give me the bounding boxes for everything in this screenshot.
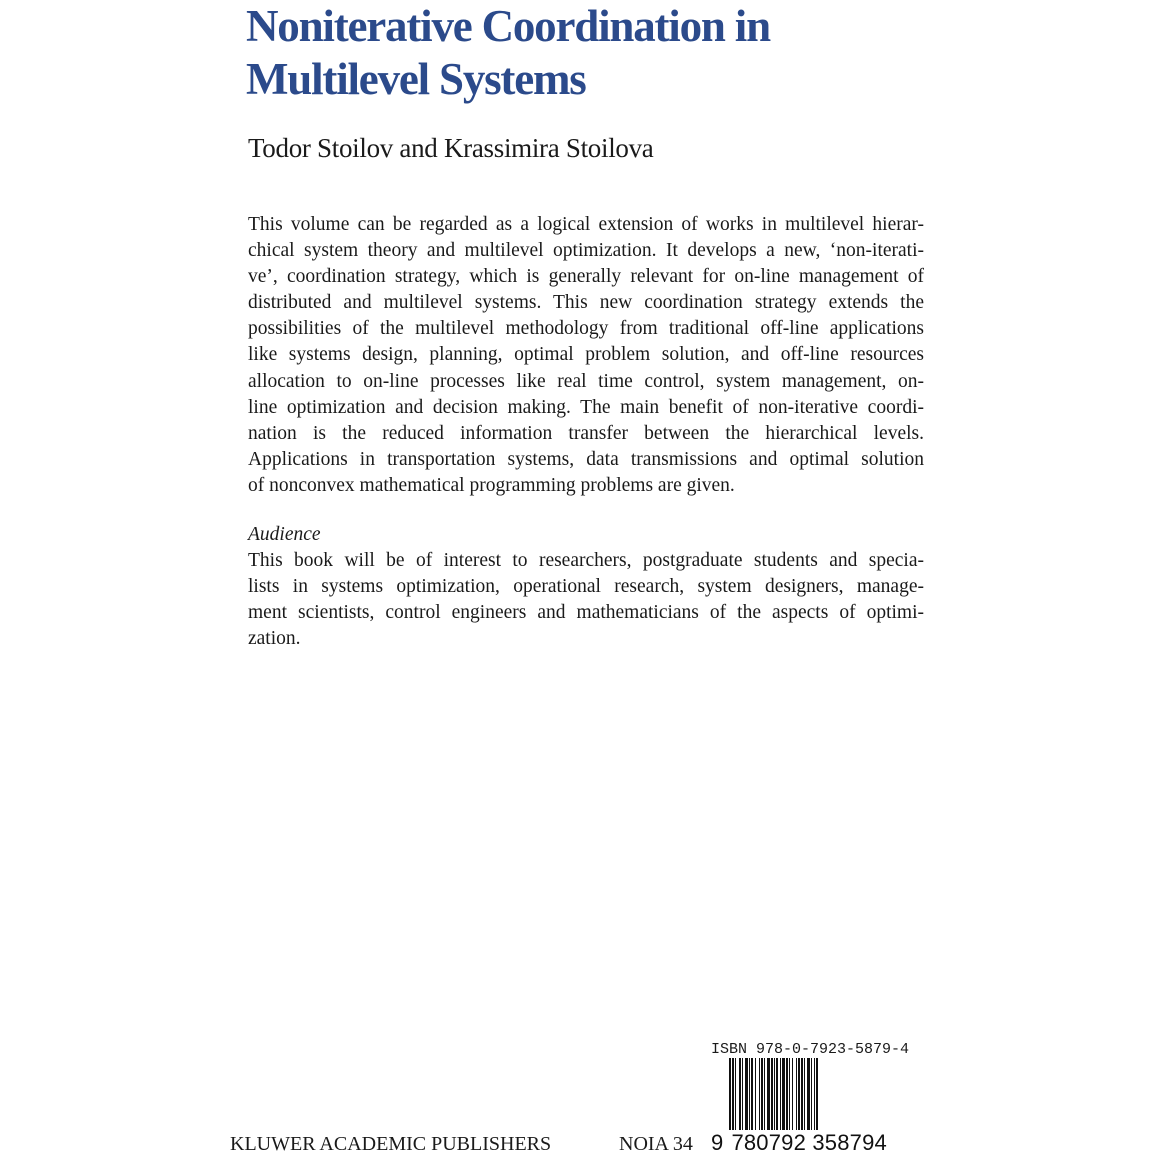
barcode-bar xyxy=(796,1058,797,1130)
barcode-bar xyxy=(729,1058,731,1130)
barcode-bar xyxy=(774,1058,775,1130)
barcode-lead-digit: 9 xyxy=(711,1130,724,1155)
barcode-digits xyxy=(711,1130,887,1156)
abstract-line: nation is the reduced information transfer between the hierarchical levels. xyxy=(248,422,924,444)
barcode-bar xyxy=(801,1058,803,1130)
barcode-bar xyxy=(739,1058,741,1130)
barcode-bar xyxy=(742,1058,743,1130)
abstract-line: distributed and multilevel systems. This new coordination strategy extends the xyxy=(248,292,924,314)
abstract-line: This volume can be regarded as a logical extension of works in multilevel hierar- xyxy=(248,214,924,235)
barcode-bar xyxy=(786,1058,788,1130)
abstract-line: chical system theory and multilevel optimization. It develops a new, ‘non-iterati- xyxy=(248,240,924,262)
audience-heading: Audience xyxy=(248,524,321,545)
book-title-line-2: Multilevel Systems xyxy=(246,54,586,104)
barcode-bar xyxy=(807,1058,810,1130)
barcode-bar xyxy=(755,1058,756,1130)
series-number: NOIA 34 xyxy=(619,1133,693,1155)
barcode-bar xyxy=(814,1058,815,1130)
audience-text xyxy=(248,548,924,652)
audience-line: ment scientists, control engineers and mathematicians of the aspects of optimi- xyxy=(248,602,924,624)
barcode-bar xyxy=(776,1058,778,1130)
abstract-line: of nonconvex mathematical programming problems are given. xyxy=(248,474,735,496)
barcode-bar xyxy=(782,1058,785,1130)
barcode-bar xyxy=(767,1058,770,1130)
barcode-bar xyxy=(735,1058,736,1130)
barcode-bar xyxy=(764,1058,765,1130)
audience-line: lists in systems optimization, operational research, system designers, manage- xyxy=(248,576,924,598)
isbn-barcode xyxy=(729,1058,901,1130)
audience-line: This book will be of interest to researchers, postgraduate students and specia- xyxy=(248,550,924,571)
book-title-line-1: Noniterative Coordination in xyxy=(246,1,770,51)
audience-line: zation. xyxy=(248,628,301,650)
barcode-bar xyxy=(792,1058,793,1130)
abstract-line: ve’, coordination strategy, which is generally relevant for on-line management of xyxy=(248,266,924,288)
barcode-bar xyxy=(745,1058,748,1130)
book-authors: Todor Stoilov and Krassimira Stoilova xyxy=(248,133,654,163)
abstract-line: Applications in transportation systems, data transmissions and optimal solution xyxy=(248,448,924,470)
barcode-bar xyxy=(761,1058,763,1130)
barcode-bar xyxy=(804,1058,805,1130)
book-title xyxy=(246,0,946,106)
barcode-bar xyxy=(798,1058,800,1130)
abstract-line: allocation to on-line processes like real time control, system management, on- xyxy=(248,370,924,392)
isbn-number: ISBN 978-0-7923-5879-4 xyxy=(711,1041,910,1058)
barcode-main-digits: 780792 358794 xyxy=(731,1130,887,1155)
barcode-bar xyxy=(789,1058,790,1130)
abstract-line: like systems design, planning, optimal problem solution, and off-line resources xyxy=(248,344,924,366)
barcode-bar xyxy=(732,1058,734,1130)
barcode-bar xyxy=(749,1058,750,1130)
barcode-bar xyxy=(759,1058,760,1130)
publisher-name: KLUWER ACADEMIC PUBLISHERS xyxy=(230,1133,552,1155)
abstract-line: possibilities of the multilevel methodology from traditional off-line applications xyxy=(248,318,924,340)
barcode-bar xyxy=(811,1058,812,1130)
abstract-text xyxy=(248,212,924,499)
barcode-bar xyxy=(780,1058,781,1130)
barcode-bar xyxy=(816,1058,818,1130)
barcode-bar xyxy=(751,1058,753,1130)
barcode-bar xyxy=(771,1058,773,1130)
abstract-line: line optimization and decision making. The main benefit of non-iterative coordi- xyxy=(248,396,924,418)
